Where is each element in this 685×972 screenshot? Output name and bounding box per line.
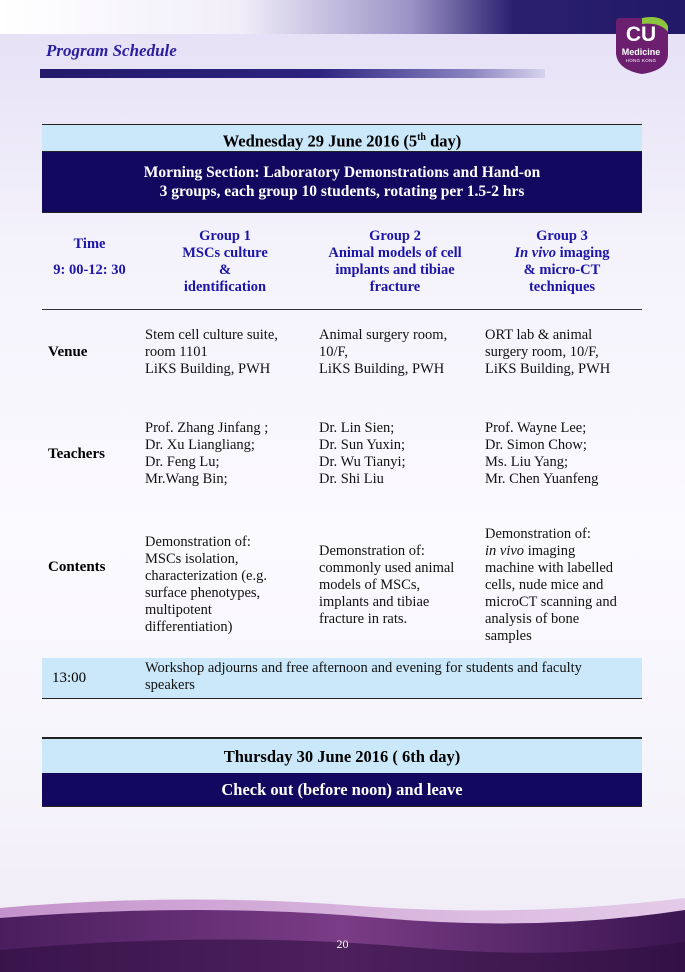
venue-group3: ORT lab & animal surgery room, 10/F, LiKS Building, PWH [485, 327, 611, 377]
teachers-group2: Dr. Lin Sien; Dr. Sun Yuxin; Dr. Wu Tianyi; Dr. Shi Liu [319, 420, 406, 487]
day1-title-sup: th [417, 132, 426, 143]
contents-group3-line1: Demonstration of: [485, 526, 591, 542]
group1-line2: MSCs culture [182, 245, 268, 261]
teachers-label: Teachers [48, 446, 105, 462]
group1-title: Group 1 [199, 228, 251, 244]
workshop-row [42, 658, 642, 699]
logo-medicine-text: Medicine [621, 47, 661, 57]
morning-section-banner [42, 152, 642, 213]
group2-line2: Animal models of cell [328, 245, 462, 261]
cu-medicine-logo [612, 14, 670, 76]
logo-hongkong-text: HONG KONG [625, 58, 657, 63]
contents-group2: Demonstration of: commonly used animal models of MSCs, implants and tibiae fracture in rats. [319, 543, 455, 627]
group3-line2-italic: In vivo [514, 245, 556, 261]
group3-header [478, 228, 646, 296]
footer-wave [0, 880, 685, 972]
morning-section-line1: Morning Section: Laboratory Demonstrations and Hand-on [143, 164, 541, 181]
time-header [42, 236, 137, 279]
group3-line2 [478, 245, 646, 262]
time-label: Time [73, 236, 106, 252]
contents-group1: Demonstration of: MSCs isolation, characterization (e.g. surface phenotypes, multipotent differentiation) [145, 534, 267, 635]
group3-line3: & micro-CT [523, 262, 601, 278]
group1-line3: & [218, 262, 232, 278]
group1-header [140, 228, 310, 296]
morning-section-line2: 3 groups, each group 10 students, rotating per 1.5-2 hrs [159, 183, 525, 200]
checkout-banner: Check out (before noon) and leave [42, 773, 642, 807]
contents-group3-italic: in vivo [485, 543, 525, 559]
contents-group3 [485, 526, 640, 645]
workshop-text: Workshop adjourns and free afternoon and evening for students and faculty speakers [145, 660, 582, 693]
header-divider [42, 309, 642, 310]
time-value: 9: 00-12: 30 [53, 262, 126, 278]
group3-title: Group 3 [536, 228, 588, 244]
group3-line4: techniques [528, 279, 596, 295]
day1-title [42, 124, 642, 152]
group2-title: Group 2 [369, 228, 421, 244]
teachers-group3: Prof. Wayne Lee; Dr. Simon Chow; Ms. Liu Yang; Mr. Chen Yuanfeng [485, 420, 599, 487]
page-title: Program Schedule [46, 41, 177, 60]
group2-line4: fracture [369, 279, 421, 295]
workshop-time: 13:00 [52, 670, 87, 686]
venue-group1: Stem cell culture suite, room 1101 LiKS Building, PWH [145, 327, 278, 377]
venue-group2: Animal surgery room, 10/F, LiKS Building, PWH [319, 327, 448, 377]
page-number: 20 [336, 937, 349, 951]
teachers-group1: Prof. Zhang Jinfang ; Dr. Xu Liangliang; Dr. Feng Lu; Mr.Wang Bin; [145, 420, 269, 487]
day1-title-text: Wednesday 29 June 2016 (5 [222, 131, 418, 151]
contents-group3-rest: imaging machine with labelled cells, nude mice and microCT scanning and analysis of bone samples [485, 543, 617, 644]
header-gradient-bar [0, 0, 685, 34]
day1-title-end: day) [425, 131, 462, 151]
header-rule [40, 69, 545, 78]
group1-line4: identification [183, 279, 267, 295]
group2-line3: implants and tibiae [335, 262, 455, 278]
day2-title: Thursday 30 June 2016 ( 6th day) [42, 737, 642, 773]
group2-header [310, 228, 480, 296]
logo-cu-text: CU [625, 23, 657, 46]
venue-label: Venue [48, 344, 88, 360]
group3-line2-rest: imaging [555, 245, 610, 261]
contents-label: Contents [48, 559, 106, 575]
